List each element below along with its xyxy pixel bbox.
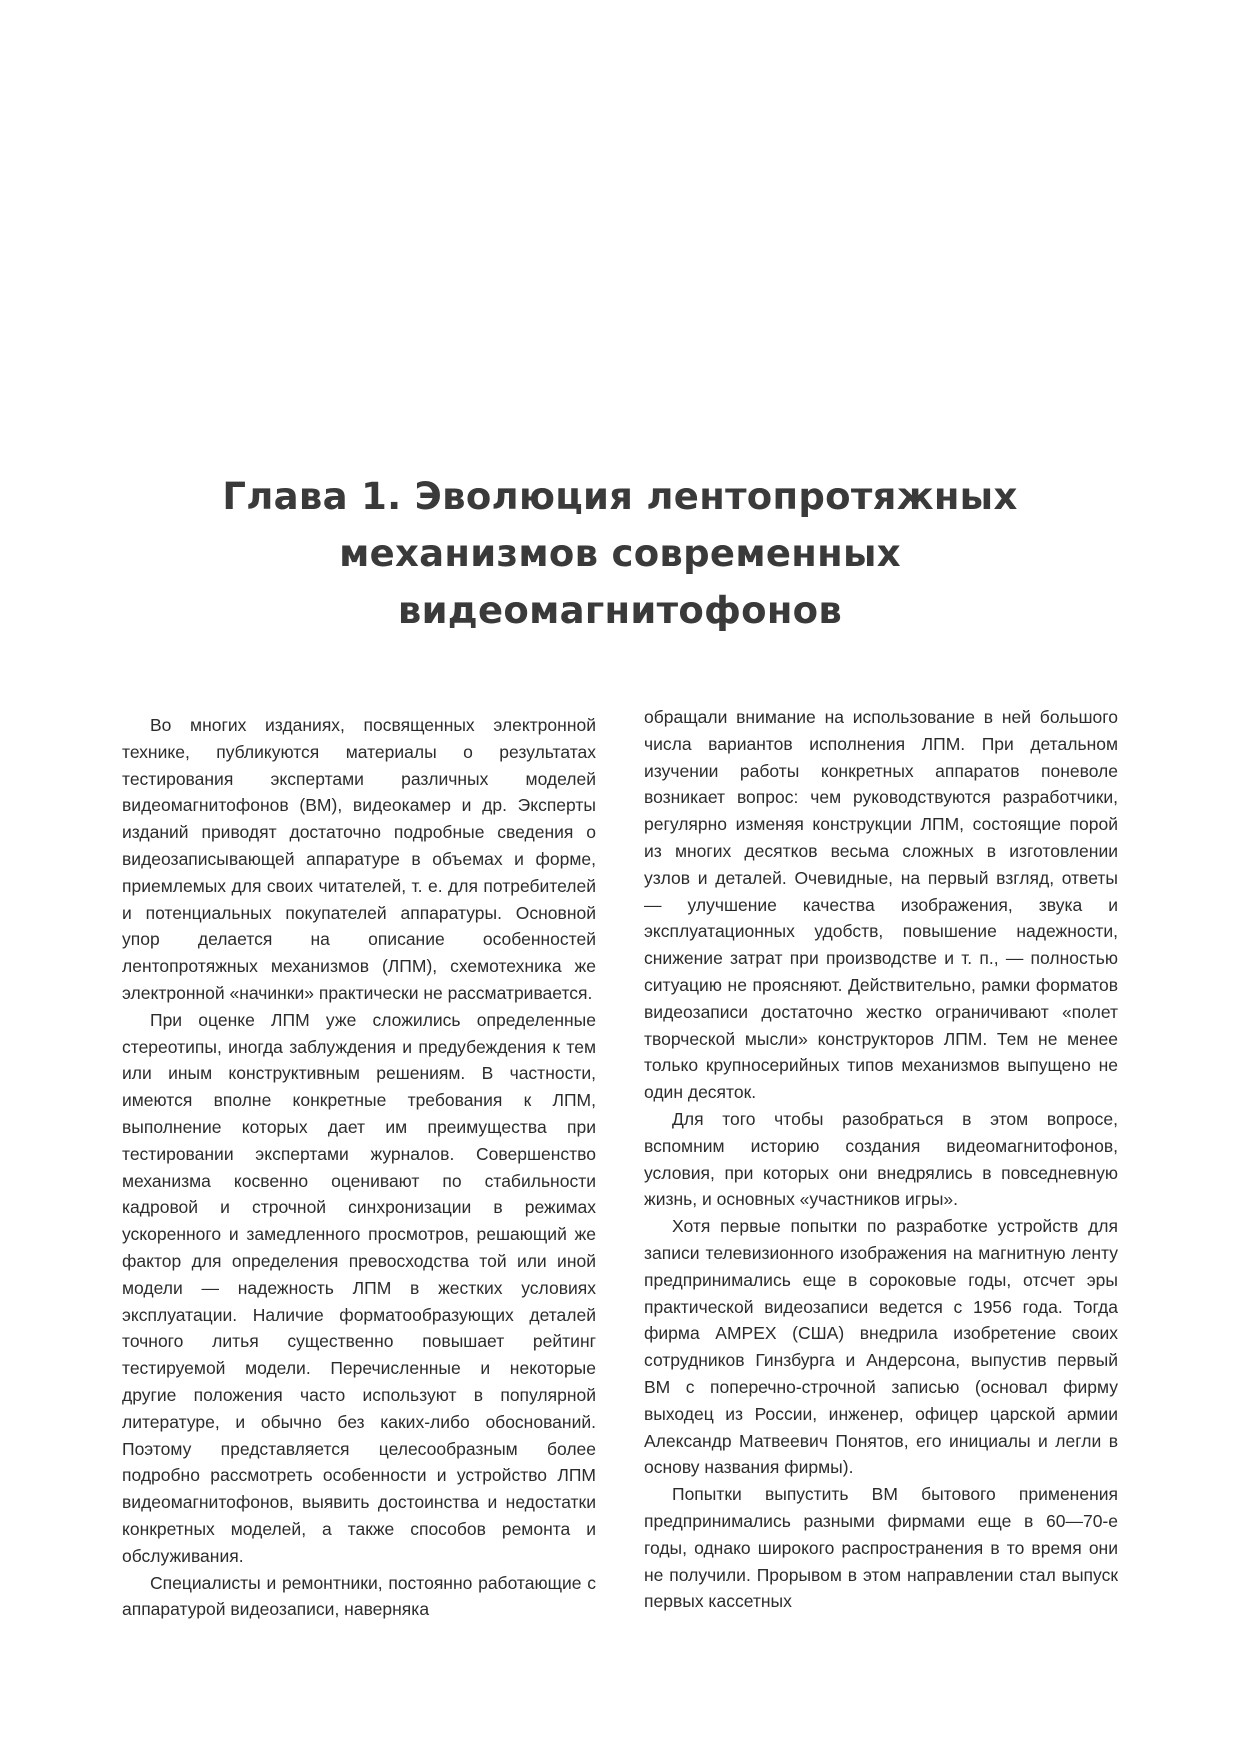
chapter-title-line-3: видеомагнитофонов xyxy=(397,589,843,632)
right-text-column xyxy=(644,704,1118,1615)
paragraph-history-intro: Для того чтобы разобраться в этом вопросе, вспомним историю создания видеомагнитофонов, условия, при которых они внедрялись в повседневную жизнь, и основных «участников игры». xyxy=(644,1108,1118,1210)
paragraph-household-vcr: Попытки выпустить ВМ бытового применения предпринимались разными фирмами еще в 60—70-е годы, однако широкого распространения в то время они не получили. Прорывом в этом направлении стал выпуск первых кассетных xyxy=(644,1484,1118,1612)
paragraph-specialists: Специалисты и ремонтники, постоянно работающие с аппаратурой видеозаписи, наверняка xyxy=(122,1572,596,1620)
paragraph-intro: Во многих изданиях, посвященных электронной технике, публикуются материалы о результатах тестирования экспертами различных моделей видеомагнитофонов (ВМ), видеокамер и др. Эксперты изданий приводят достаточно подробные сведения о видеозаписывающей аппаратуре в объемах и форме, приемлемых для своих читателей, т. е. для потребителей и потенциальных покупателей аппаратуры. Основной упор делается на описание особенностей лентопротяжных механизмов (ЛПМ), схемотехника же электронной «начинки» практически не рассматривается. xyxy=(122,715,596,1003)
left-text-column xyxy=(122,712,596,1623)
paragraph-lpm-assessment: При оценке ЛПМ уже сложились определенные стереотипы, иногда заблуждения и предубеждения к тем или иным конструктивным решениям. В частности, имеются вполне конкретные требования к ЛПМ, выполнение которых дает им преимущества при тестировании экспертами журналов. Совершенство механизма косвенно оценивают по стабильности кадровой и строчной синхронизации в режимах ускоренного и замедленного просмотров, решающий же фактор для определения превосходства той или иной модели — надежность ЛПМ в жестких условиях эксплуатации. Наличие форматообразующих деталей точного литья существенно повышает рейтинг тестируемой модели. Перечисленные и некоторые другие положения часто используют в популярной литературе, и обычно без каких-либо обоснований. Поэтому представляется целесообразным более подробно рассмотреть особенности и устройство ЛПМ видеомагнитофонов, выявить достоинства и недостатки конкретных моделей, а также способов ремонта и обслуживания. xyxy=(122,1009,596,1566)
chapter-title xyxy=(140,468,1100,639)
paragraph-specialists-continued: обращали внимание на использование в ней большого числа вариантов исполнения ЛПМ. При детальном изучении работы конкретных аппаратов поневоле возникает вопрос: чем руководствуются разработчики, регулярно изменяя конструкции ЛПМ, состоящие порой из многих десятков весьма сложных в изготовлении узлов и деталей. Очевидные, на первый взгляд, ответы — улучшение качества изображения, звука и эксплуатационных удобств, повышение надежности, снижение затрат при производстве и т. п., — полностью ситуацию не проясняют. Действительно, рамки форматов видеозаписи достаточно жестко ограничивают «полет творческой мысли» конструкторов ЛПМ. Тем не менее только крупносерийных типов механизмов выпущено не один десяток. xyxy=(644,707,1118,1103)
paragraph-ampex-history: Хотя первые попытки по разработке устройств для записи телевизионного изображения на магнитную ленту предпринимались еще в сороковые годы, отсчет эры практической видеозаписи ведется с 1956 года. Тогда фирма AMPEX (США) внедрила изобретение своих сотрудников Гинзбурга и Андерсона, выпустив первый ВМ с поперечно-строчной записью (основал фирму выходец из России, инженер, офицер царской армии Александр Матвеевич Понятов, его инициалы и легли в основу названия фирмы). xyxy=(644,1216,1118,1478)
chapter-title-line-1: Глава 1. Эволюция лентопротяжных xyxy=(222,475,1018,518)
chapter-title-line-2: механизмов современных xyxy=(339,532,901,575)
